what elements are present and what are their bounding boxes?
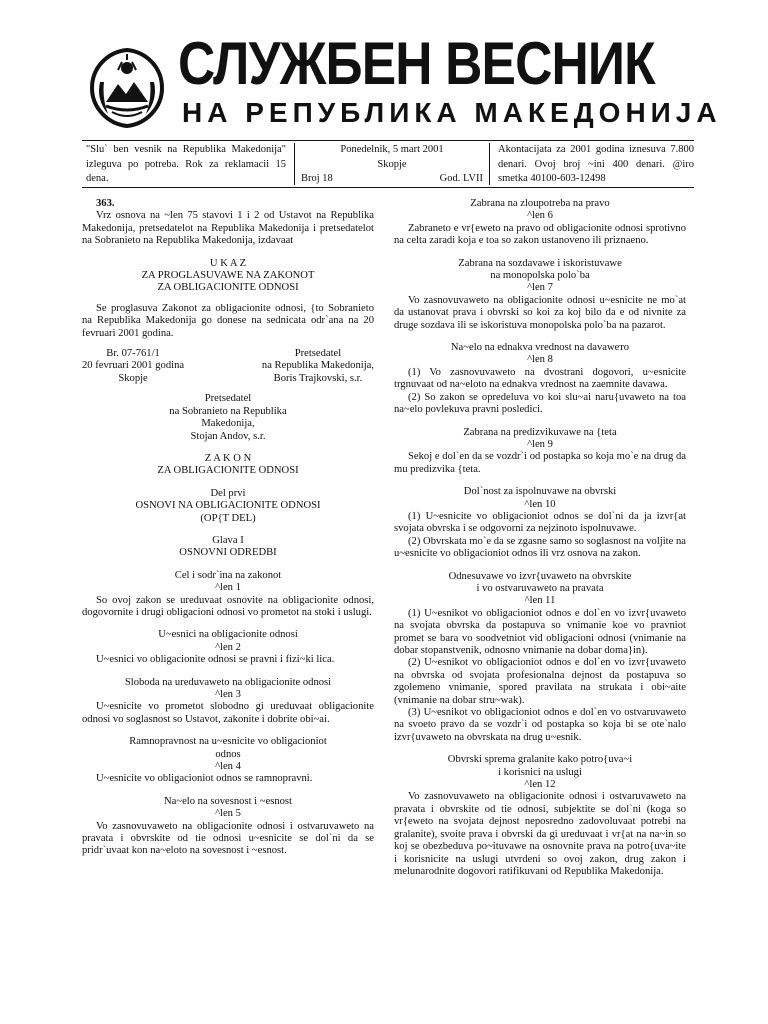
- article-3-number: ^len 3: [215, 689, 241, 700]
- signature-block: [82, 348, 374, 385]
- ukaz-subtitle-2: ZA OBLIGACIONITE ODNOSI: [157, 282, 299, 294]
- law-subtitle: ZA OBLIGACIONITE ODNOSI: [157, 465, 299, 477]
- article-7-heading-1: Zabrana na sozdavawe i iskoristuvawe: [458, 257, 622, 269]
- part-name: OSNOVI NA OBLIGACIONITE ODNOSI: [135, 500, 321, 512]
- article-2-number: ^len 2: [215, 641, 241, 653]
- part-title: Del prvi: [210, 487, 246, 499]
- ukaz-title: U K A Z: [209, 257, 247, 269]
- law-title: Z A K O N: [204, 452, 252, 464]
- assembly-title: Pretsedatel: [204, 393, 252, 405]
- article-11-number: ^len 11: [524, 595, 556, 607]
- issue-info: [294, 143, 490, 185]
- newspaper-title: СЛУЖБЕН ВЕСНИК: [178, 30, 655, 97]
- article-2-heading: U~esnici na obligacionite odnosi: [158, 629, 298, 641]
- president-title: Pretsedatel: [294, 348, 342, 360]
- chapter-name: OSNOVNI ODREDBI: [179, 547, 277, 559]
- decree-date: 20 fevruari 2001 godina: [82, 360, 185, 372]
- issue-year: God. LVII: [439, 173, 483, 184]
- decree-city: Skopje: [118, 372, 148, 384]
- article-12-heading-1: Obvrski sprema gralanite kako potro{uva~i: [447, 754, 633, 766]
- article-3-text: U~esnicite vo prometot slobodno gi ureduvaat obligacionite odnosi vo soglasnost so Ustavot, zakonite i dobrite obi~ai.: [82, 701, 374, 725]
- article-5-text: Vo zasnovuvaweto na obligacionite odnosi i ostvaruvaweto na pravata i obvrskite od tie odnosi u~esnicite se dol`ni da se pridr`uvaat kon na~eloto na sovesnost i ~esnost.: [82, 820, 374, 857]
- issue-city: Skopje: [377, 158, 407, 170]
- assembly-office-1: na Sobranieto na Republika: [169, 405, 287, 417]
- publication-note: "Slu` ben vesnik na Republika Makedonija" izleguva po potreba. Rok za reklamacii 15 dena.: [86, 144, 286, 184]
- article-11-text-2: (2) U~esnikot vo obligacioniot odnos e dol`en vo izvr{uvaweto na obvrska od svojata profesionalna dejnost da postapuva so zgolemeno vnimanie, spored pravilata na strukata i obi~aite (vnimanie na dobar stru~wak).: [394, 657, 686, 706]
- article-11-text-3: (3) U~esnikot vo obligacioniot odnos e dol`en vo ostvaruvaweto na svoeto pravo da se vozdr`i od postapka so koja bi se ote`nalo izvr{uvaweto na obvrskata na drug u~esnik.: [394, 707, 686, 743]
- article-8-heading: Na~elo na ednakva vrednost na davawето: [450, 342, 630, 354]
- subscription-note: Akontacijata za 2001 godina iznesuva 7.800 denari. Ovoj broj ~ini 400 denari. @iro smetka 40100-603-12498: [498, 144, 694, 184]
- article-10-text-1: (1) U~esnicite vo obligacioniot odnos se dol`ni da ja izvr{at svojata obvrska i se odgovorni za nejzinoto ispolnuvawe.: [394, 510, 686, 535]
- proclamation-text: Se proglasuva Zakonot za obligacionite odnosi, {to Sobranieto na Republika Makedonija go donese na sednicata odr`ana na 20 fevruari 2001 godina.: [82, 302, 374, 339]
- right-column: [394, 198, 686, 878]
- article-1-heading: Cel i sodr`ina na zakonot: [174, 569, 282, 581]
- article-12-text: Vo zasnovuvaweto na obligacionite odnosi i ostvaruvaweto na pravata i obvrskite od tie odnosi, subjektite se dol`ni (koga so vr{eweto na svojata dejnost neposredno zadovoluvaat potrebi na gralanite), svoite prava i obvrski da gi ureduvaat i vr{at na na~in so koj se obezbeduva po~ituvawe na osnovnite prava na potro{uva~ite i korisnicite na uslugi utvrdeni so ovoj zakon, drug zakon i melunarodnite dogovori ratifikuvani od Republika Makedonija.: [394, 791, 686, 877]
- article-5-heading: Na~elo na sovesnost i ~esnost: [164, 795, 292, 807]
- article-4-heading-1: Ramnopravnost na u~esnicite vo obligacioniot: [129, 736, 327, 748]
- newspaper-subtitle: НА РЕПУБЛИКА МАКЕДОНИЈА: [182, 97, 722, 128]
- article-12-heading-2: i korisnici na uslugi: [498, 766, 582, 778]
- article-6-heading: Zabrana na zloupotreba na pravo: [470, 198, 610, 209]
- preamble: Vrz osnova na ~len 75 stavovi 1 i 2 od Ustavot na Republika Makedonija, pretsedatelot na Republika Makedonija i pretsedatelot na Sobranieto na Republika Makedonija, izdavaat: [82, 210, 374, 247]
- article-8-text-1: (1) Vo zasnovuvaweto na dvostrani dogovori, u~esnicite trgnuvaat od na~eloto na ednakva vrednost na zaemnite davawa.: [394, 366, 686, 391]
- masthead: [82, 30, 722, 132]
- article-2-text: U~esnici vo obligacionite odnosi se pravni i fizi~ki lica.: [96, 654, 335, 666]
- article-11-heading-2: i vo ostvaruvaweto na pravata: [476, 582, 604, 594]
- article-5-number: ^len 5: [215, 808, 241, 820]
- article-10-text-2: (2) Obvrskata mo`e da se zgasne samo so soglasnost na voljite na u~esnicite vo obligacioniot odnos ili vrz osnova na zakon.: [394, 535, 686, 560]
- article-9-heading: Zabrana na predizvikuvawe na {teta: [463, 426, 617, 438]
- coat-of-arms-icon: [82, 42, 172, 132]
- decree-number: Br. 07-761/1: [106, 348, 160, 360]
- article-1-text: So ovoj zakon se ureduvaat osnovite na obligacionite odnosi, dogovornite i drugi obligacioni odnosi vo prometot na stoki i uslugi.: [82, 594, 374, 618]
- article-11-heading-1: Odnesuvawe vo izvr{uvaweto na obvrskite: [448, 570, 632, 582]
- article-10-heading: Dol`nost za ispolnuvawe na obvrski: [463, 486, 617, 498]
- article-7-number: ^len 7: [527, 282, 553, 294]
- president-name: Boris Trajkovski, s.r.: [273, 372, 363, 384]
- article-7-text: Vo zasnovuvaweto na obligacionite odnosi u~esnicite ne mo`at da ustanovat prava i obvrski so koi za koj bilo da e od nivnite za druge sozdava ili se iskoristuva monopolska polo`ba na pazarot.: [394, 294, 686, 331]
- article-6-number: ^len 6: [527, 210, 553, 222]
- article-8-number: ^len 8: [527, 354, 553, 366]
- issue-date: Ponedelnik, 5 mart 2001: [340, 144, 444, 155]
- article-12-number: ^len 12: [524, 779, 556, 791]
- part-label: (OP{T DEL): [200, 512, 256, 524]
- president-office: na Republika Makedonija,: [261, 360, 374, 372]
- ukaz-subtitle-1: ZA PROGLASUVAWE NA ZAKONOT: [141, 270, 315, 282]
- article-1-number: ^len 1: [215, 582, 241, 594]
- article-4-number: ^len 4: [215, 761, 241, 773]
- article-8-text-2: (2) So zakon se opredeluva vo koi slu~ai naru{uvaweto na toa na~elo povlekuva pravni posledici.: [394, 391, 686, 416]
- article-10-number: ^len 10: [524, 498, 556, 510]
- issue-number: Broj 18: [301, 173, 333, 184]
- article-3-heading: Sloboda na ureduvaweto na obligacionite odnosi: [124, 676, 332, 688]
- left-column: [82, 198, 374, 858]
- article-4-heading-2: odnos: [215, 748, 241, 760]
- assembly-name: Stojan Andov, s.r.: [190, 430, 266, 442]
- chapter-title: Glava I: [212, 534, 244, 546]
- article-11-text-1: (1) U~esnikot vo obligacioniot odnos e dol`en vo izvr{uvaweto na svojata obvrska da postapuva so vnimanie koe vo pravniot promet se bara vo soodvetniot vid obligacioni odnosi (vnimanie na dobar stopanstvenik, odnosno vnimanie na dobar doma}in).: [394, 607, 686, 656]
- article-9-text: Sekoj e dol`en da se vozdr`i od postapka so koja mo`e na drug da mu predizvika {teta.: [394, 451, 686, 475]
- act-number: 363.: [96, 198, 115, 209]
- article-6-text: Zabraneto e vr{eweto na pravo od obligacionite odnosi sprotivno na celta zaradi koja e toa so zakon ustanoveno ili priznaeno.: [394, 222, 686, 247]
- article-9-number: ^len 9: [527, 438, 553, 450]
- info-bar: [82, 140, 694, 188]
- article-7-heading-2: na monopolska polo`ba: [490, 270, 590, 282]
- article-4-text: U~esnicite vo obligacioniot odnos se ramnopravni.: [96, 773, 313, 785]
- assembly-office-2: Makedonija,: [201, 418, 255, 430]
